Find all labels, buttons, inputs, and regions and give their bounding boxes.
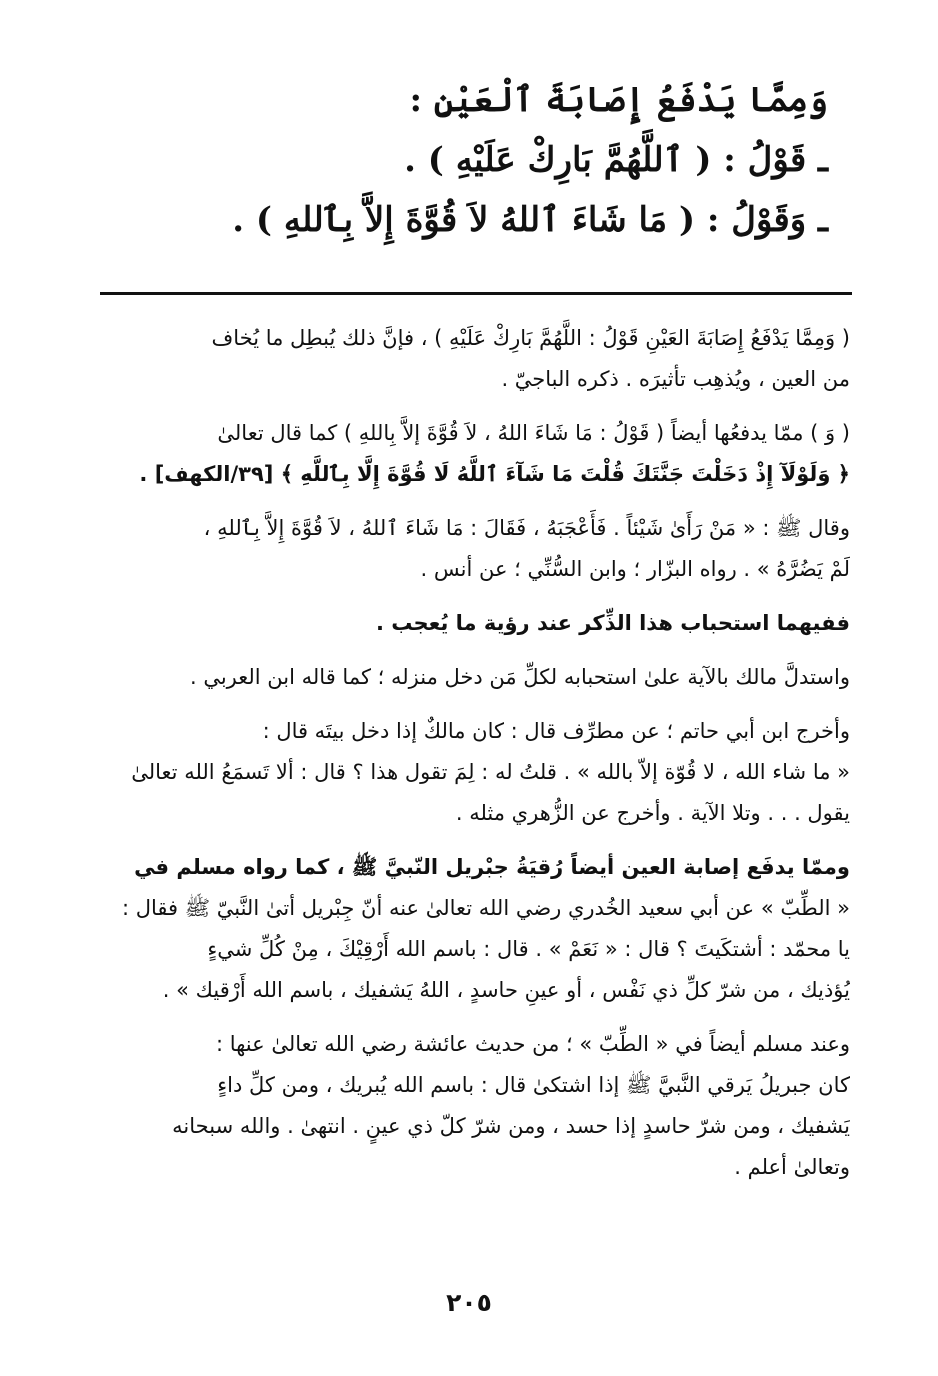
commentary-line: يا محمّد : أشتكَيتَ ؟ قال : « نَعَمْ » . قال : باسم الله أَرْقِيْكَ ، مِنْ كُلِّ شيءٍ xyxy=(207,937,850,961)
commentary-paragraph xyxy=(98,847,850,1011)
commentary-line: يقول . . . وتلا الآية . وأخرج عن الزُّهري مثله . xyxy=(455,801,850,825)
commentary-paragraph xyxy=(98,657,850,698)
commentary-paragraph xyxy=(98,603,850,644)
main-text-line: ـ وَقَوْلُ : ( مَا شَاءَ ٱللهُ لاَ قُوَّةَ إِلاَّ بِٱللهِ ) . xyxy=(232,200,828,240)
commentary-paragraph xyxy=(98,318,850,400)
commentary-line: ( وَمِمَّا يَدْفَعُ إِصَابَةَ العَيْنِ قَوْلُ : اللَّهُمَّ بَارِكْ عَلَيْهِ ) ، فإنَّ ذلك يُبطِل ما يُخاف xyxy=(211,326,850,350)
commentary-line: كان جبريلُ يَرقي النَّبيَّ ﷺ إذا اشتكىٰ قال : باسم الله يُبريك ، ومن كلِّ داءٍ xyxy=(217,1073,850,1097)
commentary-line: وتعالىٰ أعلم . xyxy=(734,1155,850,1179)
commentary-line: يَشفيك ، ومن شرّ حاسدٍ إذا حسد ، ومن شرّ كلّ ذي عينٍ . انتهىٰ . والله سبحانه xyxy=(172,1114,850,1138)
commentary-line: وقال ﷺ : « مَنْ رَأَىٰ شَيْئاً . فَأَعْجَبَهُ ، فَقَالَ : مَا شَاءَ ٱللهُ ، لاَ قُوَّةَ إِلاَّ بِٱللهِ ، xyxy=(203,516,850,540)
commentary-paragraph xyxy=(98,508,850,590)
main-text-line: وَمِمَّا يَدْفَعُ إِصَابَةَ ٱلْعَيْنِ : xyxy=(409,80,828,120)
commentary-paragraph xyxy=(98,1024,850,1188)
commentary-block xyxy=(98,318,850,1201)
commentary-line: « ما شاء الله ، لا قُوّة إلاّ بالله » . قلتُ له : لِمَ تقول هذا ؟ قال : ألا تَسمَعُ الله تعالىٰ xyxy=(131,760,850,784)
commentary-line: واستدلَّ مالك بالآية علىٰ استحبابه لكلِّ مَن دخل منزله ؛ كما قاله ابن العربي . xyxy=(189,665,850,689)
commentary-line: من العين ، ويُذهِب تأثيرَه . ذكره الباجيّ . xyxy=(501,367,850,391)
page-number: ٢٠٥ xyxy=(446,1288,492,1317)
commentary-paragraph xyxy=(98,413,850,495)
commentary-line: وأخرج ابن أبي حاتم ؛ عن مطرِّف قال : كان مالكٌ إذا دخل بيتَه قال : xyxy=(262,719,850,743)
main-text-block xyxy=(108,70,828,250)
commentary-line: « الطِّبّ » عن أبي سعيد الخُدري رضي الله تعالىٰ عنه أنّ جِبْريل أتىٰ النَّبيّ ﷺ فقال : xyxy=(121,896,850,920)
commentary-line: وممّا يدفَع إصابة العين أيضاً رُقيَةُ جبْريل النّبيَّ ﷺ ، كما رواه مسلم في xyxy=(134,855,850,879)
commentary-line: لَمْ يَضُرَّهُ » . رواه البزّار ؛ وابن السُّنِّي ؛ عن أنس . xyxy=(420,557,850,581)
main-text-line: ـ قَوْلُ : ( ٱللَّهُمَّ بَارِكْ عَلَيْهِ ) . xyxy=(404,140,828,180)
commentary-paragraph xyxy=(98,711,850,834)
commentary-line: وعند مسلم أيضاً في « الطِّبّ » ؛ من حديث عائشة رضي الله تعالىٰ عنها : xyxy=(215,1032,850,1056)
quran-verse-line: ﴿ وَلَوْلَآ إِذْ دَخَلْتَ جَنَّتَكَ قُلْتَ مَا شَآءَ ٱللَّهُ لَا قُوَّةَ إِلَّا بِٱللَّهِ ﴾ [٣٩/الكهف] . xyxy=(139,462,850,486)
commentary-line: ( وَ ) ممّا يدفعُها أيضاً ( قَوْلُ : مَا شَاءَ اللهُ ، لاَ قُوَّةَ إلاَّ بِاللهِ ) كما قال تعالىٰ xyxy=(217,421,850,445)
commentary-line: ففيهما استحباب هذا الذِّكر عند رؤية ما يُعجب . xyxy=(375,611,850,635)
separator-rule xyxy=(100,292,852,295)
commentary-line: يُؤذيك ، من شرّ كلِّ ذي نَفْس ، أو عينِ حاسدٍ ، اللهُ يَشفيك ، باسم الله أَرْقيك » . xyxy=(162,978,850,1002)
